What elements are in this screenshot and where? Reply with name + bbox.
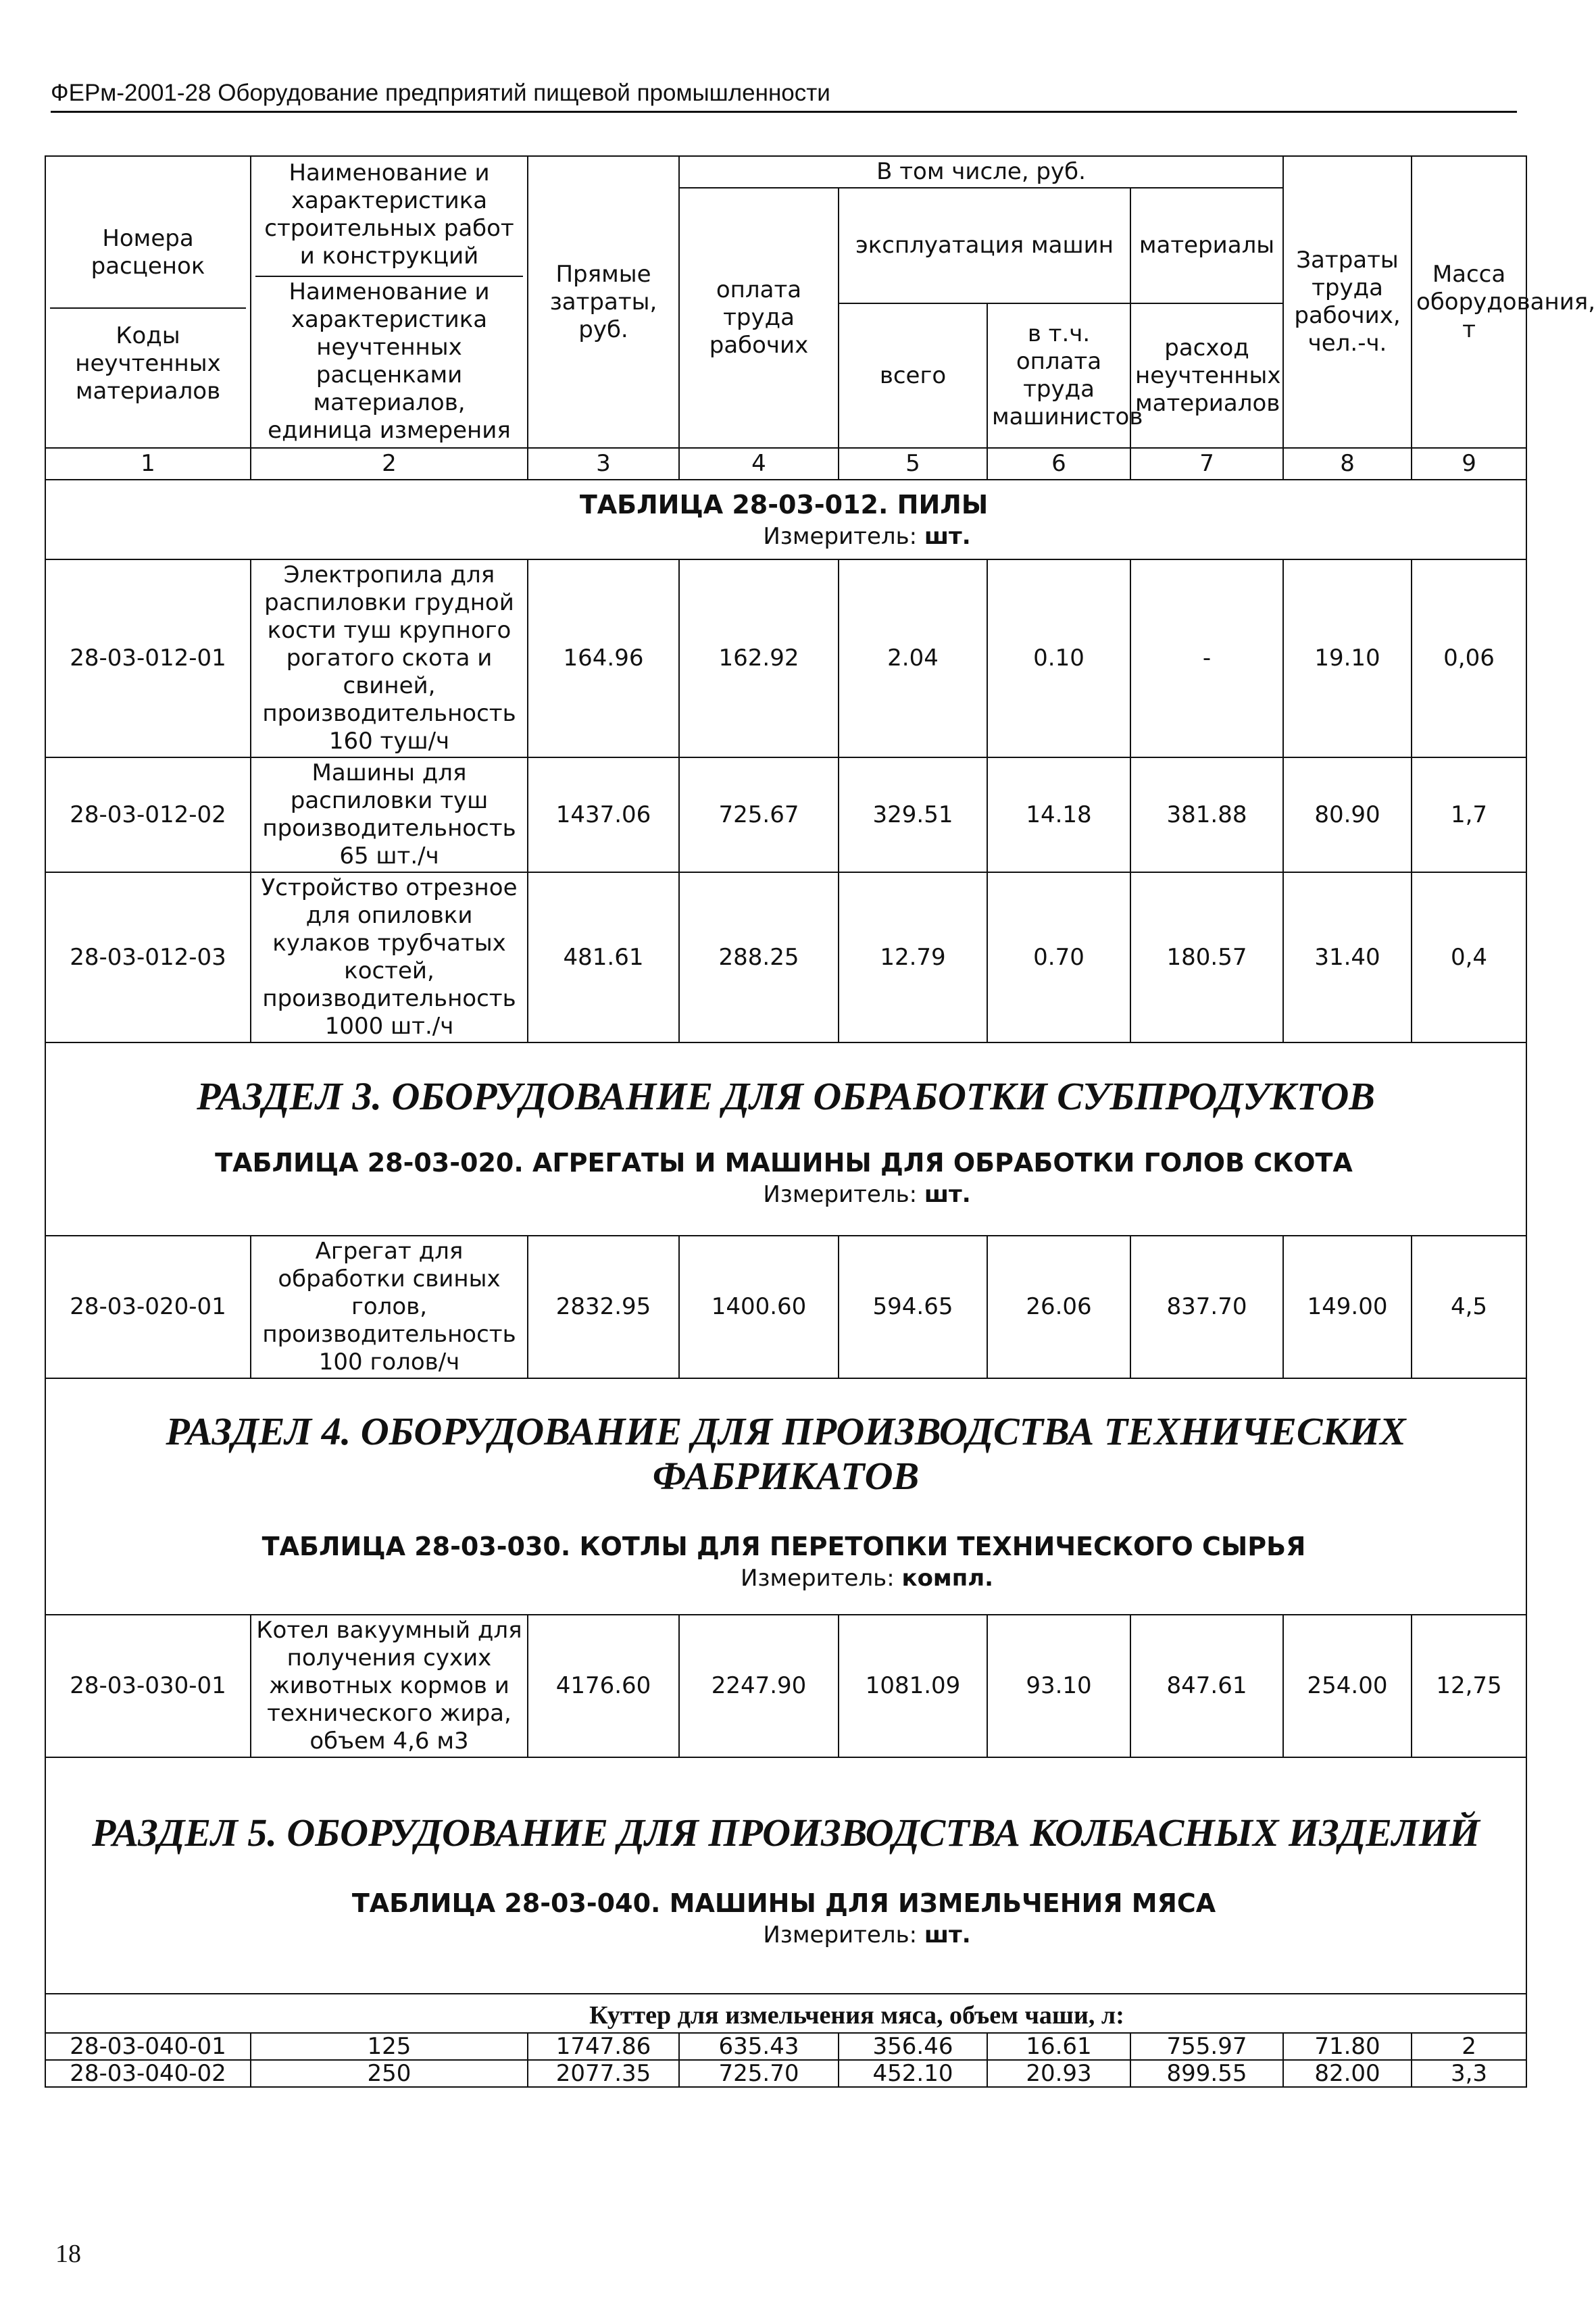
- labor-hours: 254.00: [1283, 1615, 1412, 1757]
- table-012-heading: [45, 480, 1526, 559]
- table-title: ТАБЛИЦА 28-03-030. КОТЛЫ ДЛЯ ПЕРЕТОПКИ ТЕХНИЧЕСКОГО СЫРЬЯ: [261, 1532, 1306, 1561]
- section-3-heading: [45, 1042, 1526, 1236]
- rates-table: [45, 155, 1596, 2088]
- column-number: 2: [251, 448, 528, 480]
- operator-pay: 16.61: [987, 2033, 1130, 2060]
- table-040-subtitle-cell: [45, 1994, 1526, 2033]
- table-title: ТАБЛИЦА 28-03-040. МАШИНЫ ДЛЯ ИЗМЕЛЬЧЕНИЯ МЯСА: [351, 1888, 1216, 1918]
- rate-name: Машины для распиловки туш производительность 65 шт./ч: [251, 757, 528, 872]
- operator-pay: 0.10: [987, 559, 1130, 757]
- worker-pay: 635.43: [679, 2033, 839, 2060]
- column-number: 5: [839, 448, 987, 480]
- machines-total: 356.46: [839, 2033, 987, 2060]
- operator-pay: 0.70: [987, 872, 1130, 1042]
- column-number: 3: [528, 448, 679, 480]
- materials: -: [1130, 559, 1283, 757]
- rate-code: 28-03-012-01: [45, 559, 251, 757]
- table-row: [45, 2060, 1526, 2087]
- labor-hours: 80.90: [1283, 757, 1412, 872]
- table-row: [45, 1236, 1526, 1378]
- section-title: РАЗДЕЛ 4. ОБОРУДОВАНИЕ ДЛЯ ПРОИЗВОДСТВА ТЕХНИЧЕСКИХ ФАБРИКАТОВ: [166, 1409, 1406, 1498]
- column-number: 9: [1412, 448, 1526, 480]
- machines-total: 329.51: [839, 757, 987, 872]
- equipment-mass: 3,3: [1412, 2060, 1526, 2087]
- header-codes-cell: [45, 156, 251, 448]
- section-5-heading: [45, 1757, 1526, 1994]
- worker-pay: 162.92: [679, 559, 839, 757]
- materials: 381.88: [1130, 757, 1283, 872]
- section-4-heading: [45, 1378, 1526, 1615]
- equipment-mass: 0,4: [1412, 872, 1526, 1042]
- direct-costs: 2832.95: [528, 1236, 679, 1378]
- materials: 837.70: [1130, 1236, 1283, 1378]
- materials: 180.57: [1130, 872, 1283, 1042]
- header-work-name: Наименование и характеристика строительных работ и конструкций: [255, 158, 523, 277]
- column-numbers-row: [45, 448, 1526, 480]
- table-title: ТАБЛИЦА 28-03-020. АГРЕГАТЫ И МАШИНЫ ДЛЯ ОБРАБОТКИ ГОЛОВ СКОТА: [215, 1148, 1353, 1178]
- direct-costs: 1747.86: [528, 2033, 679, 2060]
- equipment-mass: 1,7: [1412, 757, 1526, 872]
- operator-pay: 93.10: [987, 1615, 1130, 1757]
- labor-hours: 19.10: [1283, 559, 1412, 757]
- unit-label: Измеритель:: [740, 1565, 895, 1592]
- direct-costs: 4176.60: [528, 1615, 679, 1757]
- operator-pay: 20.93: [987, 2060, 1130, 2087]
- unit-line: [50, 522, 1522, 551]
- worker-pay: 288.25: [679, 872, 839, 1042]
- header-machines-total: всего: [839, 303, 987, 448]
- equipment-mass: 4,5: [1412, 1236, 1526, 1378]
- worker-pay: 2247.90: [679, 1615, 839, 1757]
- column-number: 8: [1283, 448, 1412, 480]
- operator-pay: 26.06: [987, 1236, 1130, 1378]
- direct-costs: 164.96: [528, 559, 679, 757]
- header-unaccounted-codes: Коды неучтенных материалов: [75, 322, 221, 405]
- column-number: 7: [1130, 448, 1283, 480]
- header-rate-numbers: Номера расценок: [50, 198, 246, 309]
- rate-code: 28-03-040-02: [45, 2060, 251, 2087]
- column-number: 6: [987, 448, 1130, 480]
- labor-hours: 31.40: [1283, 872, 1412, 1042]
- equipment-mass: 2: [1412, 2033, 1526, 2060]
- unit-line: [50, 1920, 1522, 1950]
- table-row: [45, 559, 1526, 757]
- header-equipment-mass: Масса оборудования, т: [1412, 156, 1526, 448]
- unit-value: шт.: [924, 1921, 971, 1948]
- header-materials: материалы: [1130, 188, 1283, 303]
- materials: 899.55: [1130, 2060, 1283, 2087]
- equipment-mass: 0,06: [1412, 559, 1526, 757]
- unit-line: [50, 1563, 1522, 1593]
- header-labor-hours: Затраты труда рабочих, чел.-ч.: [1283, 156, 1412, 448]
- section-title: РАЗДЕЛ 3. ОБОРУДОВАНИЕ ДЛЯ ОБРАБОТКИ СУБПРОДУКТОВ: [197, 1074, 1375, 1118]
- rate-name: Котел вакуумный для получения сухих животных кормов и технического жира, объем 4,6 м3: [251, 1615, 528, 1757]
- rate-name: Агрегат для обработки свиных голов, производительность 100 голов/ч: [251, 1236, 528, 1378]
- direct-costs: 2077.35: [528, 2060, 679, 2087]
- labor-hours: 82.00: [1283, 2060, 1412, 2087]
- header-direct-costs: Прямые затраты, руб.: [528, 156, 679, 448]
- header-name-cell: [251, 156, 528, 448]
- materials: 755.97: [1130, 2033, 1283, 2060]
- header-including: В том числе, руб.: [679, 156, 1283, 188]
- labor-hours: 71.80: [1283, 2033, 1412, 2060]
- machines-total: 1081.09: [839, 1615, 987, 1757]
- table-row: [45, 1615, 1526, 1757]
- unit-line: [50, 1180, 1522, 1209]
- header-unaccounted-materials: расход неучтенных материалов: [1130, 303, 1283, 448]
- labor-hours: 149.00: [1283, 1236, 1412, 1378]
- table-row: [45, 872, 1526, 1042]
- table-row: [45, 2033, 1526, 2060]
- equipment-mass: 12,75: [1412, 1615, 1526, 1757]
- rate-code: 28-03-020-01: [45, 1236, 251, 1378]
- rate-code: 28-03-012-03: [45, 872, 251, 1042]
- worker-pay: 1400.60: [679, 1236, 839, 1378]
- rate-name: 250: [251, 2060, 528, 2087]
- direct-costs: 481.61: [528, 872, 679, 1042]
- column-number: 4: [679, 448, 839, 480]
- unit-value: шт.: [924, 523, 971, 550]
- page-number: 18: [55, 2240, 81, 2268]
- table-title: ТАБЛИЦА 28-03-012. ПИЛЫ: [579, 490, 989, 520]
- header-material-name: Наименование и характеристика неучтенных расценками материалов, единица измерения: [268, 278, 511, 444]
- header-worker-pay: оплата труда рабочих: [679, 188, 839, 448]
- rate-code: 28-03-012-02: [45, 757, 251, 872]
- unit-label: Измеритель:: [763, 1921, 918, 1948]
- table-subtitle: Куттер для измельчения мяса, объем чаши, л:: [589, 2001, 1124, 2030]
- rate-name: 125: [251, 2033, 528, 2060]
- header-machine-operation: эксплуатация машин: [839, 188, 1130, 303]
- machines-total: 12.79: [839, 872, 987, 1042]
- table-row: [45, 757, 1526, 872]
- unit-label: Измеритель:: [763, 523, 918, 550]
- operator-pay: 14.18: [987, 757, 1130, 872]
- machines-total: 594.65: [839, 1236, 987, 1378]
- section-title: РАЗДЕЛ 5. ОБОРУДОВАНИЕ ДЛЯ ПРОИЗВОДСТВА КОЛБАСНЫХ ИЗДЕЛИЙ: [92, 1811, 1480, 1855]
- rate-name: Устройство отрезное для опиловки кулаков трубчатых костей, производительность 1000 шт./ч: [251, 872, 528, 1042]
- machines-total: 452.10: [839, 2060, 987, 2087]
- running-header: ФЕРм-2001-28 Оборудование предприятий пищевой промышленности: [51, 80, 1517, 113]
- direct-costs: 1437.06: [528, 757, 679, 872]
- worker-pay: 725.70: [679, 2060, 839, 2087]
- machines-total: 2.04: [839, 559, 987, 757]
- unit-label: Измеритель:: [763, 1181, 918, 1208]
- rate-name: Электропила для распиловки грудной кости туш крупного рогатого скота и свиней, производительность 160 туш/ч: [251, 559, 528, 757]
- materials: 847.61: [1130, 1615, 1283, 1757]
- worker-pay: 725.67: [679, 757, 839, 872]
- unit-value: компл.: [901, 1565, 994, 1592]
- header-operator-pay: в т.ч. оплата труда машинистов: [987, 303, 1130, 448]
- column-number: 1: [45, 448, 251, 480]
- rate-code: 28-03-030-01: [45, 1615, 251, 1757]
- rate-code: 28-03-040-01: [45, 2033, 251, 2060]
- unit-value: шт.: [924, 1181, 971, 1208]
